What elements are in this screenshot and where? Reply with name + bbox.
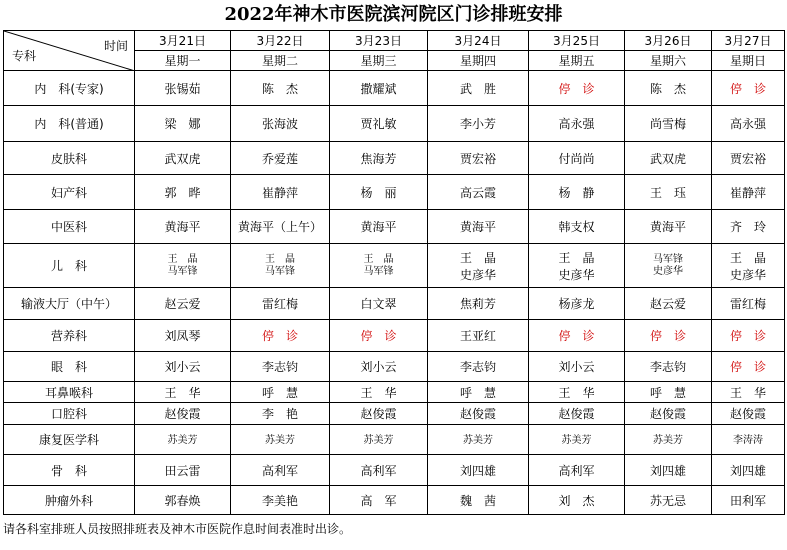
table-row [4, 244, 785, 288]
schedule-cell [625, 288, 712, 320]
schedule-cell [712, 382, 785, 403]
doctor-name: 赵俊霞 [729, 407, 766, 421]
doctor-name: 乔爱莲 [261, 151, 298, 166]
department-cell: 皮肤科 [4, 142, 135, 175]
schedule-cell [231, 486, 330, 515]
table-row [4, 382, 785, 403]
schedule-cell [330, 244, 428, 288]
date-header-cell: 3月21日 [135, 31, 231, 51]
doctor-name: 高利军 [261, 463, 298, 478]
schedule-cell [625, 142, 712, 175]
table-row [4, 210, 785, 244]
doctor-name: 陈 杰 [261, 81, 298, 96]
doctor-name: 齐 玲 [729, 220, 766, 234]
table-row [4, 288, 785, 320]
doctor-name: 王 华 [558, 385, 595, 400]
doctor-name: 王 晶 [167, 253, 198, 265]
schedule-cell [330, 210, 428, 244]
doctor-name: 王 华 [729, 385, 766, 400]
closed-status: 停 诊 [729, 360, 766, 374]
table-row [4, 403, 785, 425]
table-row [4, 175, 785, 210]
schedule-cell [330, 403, 428, 425]
doctor-name: 赵俊霞 [558, 407, 595, 421]
weekday-header-cell: 星期四 [428, 51, 529, 71]
date-header-cell: 3月27日 [712, 31, 785, 51]
department-cell: 输液大厅（中午） [4, 288, 135, 320]
weekday-header-cell: 星期二 [231, 51, 330, 71]
schedule-cell [529, 320, 625, 352]
schedule-cell [529, 244, 625, 288]
schedule-cell [231, 425, 330, 455]
doctor-name: 苏美芳 [363, 435, 394, 446]
doctor-name: 王 晶 [363, 253, 394, 265]
closed-status: 停 诊 [558, 81, 595, 96]
schedule-cell [428, 288, 529, 320]
schedule-cell [231, 320, 330, 352]
schedule-cell [330, 106, 428, 142]
schedule-cell [428, 382, 529, 403]
schedule-cell [330, 455, 428, 486]
doctor-name: 刘凤琴 [164, 329, 201, 343]
department-cell: 肿瘤外科 [4, 486, 135, 515]
table-row [4, 455, 785, 486]
department-cell: 口腔科 [4, 403, 135, 425]
date-header-cell: 3月22日 [231, 31, 330, 51]
table-row [4, 320, 785, 352]
doctor-name: 高云霞 [459, 185, 496, 200]
schedule-cell [529, 142, 625, 175]
date-header-cell: 3月25日 [529, 31, 625, 51]
doctor-name: 苏无忌 [649, 493, 686, 508]
schedule-cell [712, 403, 785, 425]
doctor-name: 田云雷 [164, 463, 201, 478]
schedule-cell [625, 210, 712, 244]
doctor-name: 武双虎 [649, 151, 686, 166]
department-cell: 耳鼻喉科 [4, 382, 135, 403]
schedule-cell [625, 486, 712, 515]
doctor-name: 崔静萍 [261, 185, 298, 200]
schedule-cell [330, 425, 428, 455]
doctor-name: 张海波 [261, 117, 298, 131]
doctor-name: 杨彦龙 [558, 297, 595, 311]
schedule-cell [625, 320, 712, 352]
department-cell: 营养科 [4, 320, 135, 352]
doctor-name: 高永强 [558, 117, 595, 131]
table-row [4, 425, 785, 455]
schedule-cell [135, 244, 231, 288]
doctor-name-secondary: 史彦华 [459, 267, 496, 282]
doctor-name: 王亚红 [459, 329, 496, 343]
schedule-cell [135, 455, 231, 486]
doctor-name: 刘小云 [558, 360, 595, 374]
schedule-cell [231, 244, 330, 288]
schedule-cell [529, 210, 625, 244]
department-cell: 骨 科 [4, 455, 135, 486]
schedule-cell [428, 106, 529, 142]
department-cell: 康复医学科 [4, 425, 135, 455]
schedule-cell [712, 106, 785, 142]
doctor-name-secondary: 马军锋 [363, 265, 394, 277]
doctor-name-secondary: 马军锋 [265, 265, 295, 277]
doctor-name: 尚雪梅 [649, 117, 686, 131]
doctor-name: 苏美芳 [463, 435, 493, 446]
doctor-name: 刘四雄 [729, 463, 766, 478]
schedule-cell [428, 403, 529, 425]
schedule-cell [428, 320, 529, 352]
schedule-cell [231, 106, 330, 142]
doctor-name: 李 艳 [261, 407, 298, 421]
doctor-name: 李志钧 [649, 360, 686, 374]
table-row [4, 106, 785, 142]
closed-status: 停 诊 [558, 329, 595, 343]
schedule-cell [330, 486, 428, 515]
schedule-cell [135, 382, 231, 403]
schedule-cell [231, 288, 330, 320]
schedule-cell [712, 210, 785, 244]
schedule-cell [428, 486, 529, 515]
schedule-cell [428, 425, 529, 455]
doctor-name: 焦海芳 [360, 151, 397, 166]
schedule-cell [428, 455, 529, 486]
doctor-name: 黄海平 [164, 220, 201, 234]
doctor-name: 王 珏 [649, 185, 686, 200]
doctor-name: 高利军 [360, 463, 397, 478]
doctor-name: 苏美芳 [653, 435, 683, 446]
doctor-name: 张锡茹 [164, 81, 201, 96]
doctor-name: 梁 娜 [164, 117, 201, 131]
schedule-cell [135, 352, 231, 382]
schedule-cell [135, 320, 231, 352]
schedule-cell [529, 486, 625, 515]
doctor-name-secondary: 史彦华 [653, 265, 683, 277]
schedule-cell [625, 106, 712, 142]
table-row [4, 142, 785, 175]
dept-label: 专科 [12, 49, 37, 63]
header-date-row [4, 31, 785, 51]
doctor-name: 李小芳 [459, 117, 496, 131]
schedule-table [3, 30, 785, 515]
schedule-cell [231, 175, 330, 210]
doctor-name: 贾礼敏 [360, 117, 397, 131]
doctor-name: 黄海平 [649, 220, 686, 234]
date-header-cell: 3月26日 [625, 31, 712, 51]
time-label: 时间 [103, 39, 128, 53]
doctor-name: 黄海平（上午） [237, 220, 322, 234]
weekday-header-cell: 星期日 [712, 51, 785, 71]
doctor-name: 王 晶 [265, 253, 295, 265]
doctor-name: 刘小云 [164, 360, 201, 374]
schedule-cell [231, 403, 330, 425]
doctor-name: 白文翠 [360, 297, 397, 311]
schedule-cell [712, 288, 785, 320]
schedule-cell [135, 142, 231, 175]
doctor-name: 焦莉芳 [459, 297, 496, 311]
schedule-cell [712, 455, 785, 486]
doctor-name: 李志钧 [261, 360, 298, 374]
table-row [4, 71, 785, 106]
doctor-name: 王 晶 [459, 250, 496, 265]
doctor-name: 赵云爱 [649, 297, 686, 311]
schedule-cell [529, 425, 625, 455]
schedule-cell [231, 455, 330, 486]
schedule-cell [625, 403, 712, 425]
schedule-cell [231, 210, 330, 244]
schedule-cell [712, 244, 785, 288]
schedule-cell [231, 382, 330, 403]
doctor-name-secondary: 史彦华 [558, 267, 595, 282]
doctor-name: 陈 杰 [649, 81, 686, 96]
schedule-cell [231, 142, 330, 175]
doctor-name: 王 华 [164, 385, 201, 400]
schedule-cell [625, 382, 712, 403]
weekday-header-cell: 星期六 [625, 51, 712, 71]
doctor-name: 赵俊霞 [649, 407, 686, 421]
doctor-name: 刘小云 [360, 360, 397, 374]
doctor-name: 贾宏裕 [459, 151, 496, 166]
schedule-cell [231, 71, 330, 106]
doctor-name: 苏美芳 [167, 435, 198, 446]
doctor-name: 王 华 [360, 385, 397, 400]
doctor-name: 赵俊霞 [459, 407, 496, 421]
closed-status: 停 诊 [360, 329, 397, 343]
doctor-name: 崔静萍 [729, 185, 766, 200]
schedule-cell [135, 175, 231, 210]
schedule-cell [625, 455, 712, 486]
doctor-name: 雷红梅 [729, 297, 766, 311]
closed-status: 停 诊 [261, 329, 298, 343]
doctor-name: 高 军 [360, 493, 397, 508]
schedule-cell [712, 142, 785, 175]
doctor-name: 赵俊霞 [164, 407, 201, 421]
closed-status: 停 诊 [729, 329, 766, 343]
doctor-name: 刘 杰 [558, 493, 595, 508]
closed-status: 停 诊 [649, 329, 686, 343]
doctor-name: 苏美芳 [561, 435, 592, 446]
schedule-cell [625, 71, 712, 106]
doctor-name: 田利军 [729, 493, 766, 508]
schedule-cell [135, 288, 231, 320]
weekday-header-cell: 星期一 [135, 51, 231, 71]
doctor-name: 高利军 [558, 463, 595, 478]
schedule-cell [428, 210, 529, 244]
doctor-name: 王 晶 [558, 250, 595, 265]
schedule-cell [428, 352, 529, 382]
schedule-cell [529, 455, 625, 486]
doctor-name: 武双虎 [164, 151, 201, 166]
schedule-cell [135, 71, 231, 106]
schedule-cell [330, 288, 428, 320]
department-cell: 儿 科 [4, 244, 135, 288]
schedule-cell [712, 71, 785, 106]
doctor-name: 魏 茜 [459, 493, 496, 508]
schedule-cell [330, 320, 428, 352]
schedule-cell [330, 71, 428, 106]
doctor-name: 韩支权 [558, 220, 595, 234]
doctor-name: 刘四雄 [459, 463, 496, 478]
schedule-cell [428, 244, 529, 288]
schedule-cell [231, 352, 330, 382]
schedule-cell [625, 244, 712, 288]
doctor-name: 高永强 [729, 117, 766, 131]
schedule-cell [529, 175, 625, 210]
footer-note: 请各科室排班人员按照排班表及神木市医院作息时间表准时出诊。 [3, 522, 352, 536]
doctor-name: 黄海平 [360, 220, 397, 234]
table-row [4, 486, 785, 515]
department-cell: 中医科 [4, 210, 135, 244]
doctor-name: 李美艳 [261, 493, 298, 508]
doctor-name: 李涛涛 [733, 435, 763, 446]
schedule-cell [712, 352, 785, 382]
date-header-cell: 3月23日 [330, 31, 428, 51]
schedule-cell [529, 382, 625, 403]
closed-status: 停 诊 [729, 81, 766, 96]
doctor-name: 马军锋 [653, 253, 683, 265]
department-cell: 眼 科 [4, 352, 135, 382]
schedule-cell [330, 352, 428, 382]
doctor-name: 呼 慧 [649, 385, 686, 400]
schedule-cell [712, 425, 785, 455]
doctor-name: 李志钧 [459, 360, 496, 374]
doctor-name: 付尚尚 [558, 151, 595, 166]
doctor-name: 刘四雄 [649, 463, 686, 478]
doctor-name: 郭 晔 [164, 185, 201, 200]
corner-header-cell [4, 31, 135, 71]
schedule-cell [529, 403, 625, 425]
doctor-name: 杨 静 [558, 185, 595, 200]
department-cell: 内 科(普通) [4, 106, 135, 142]
schedule-cell [135, 403, 231, 425]
doctor-name: 呼 慧 [261, 385, 298, 400]
schedule-cell [712, 175, 785, 210]
doctor-name: 撒耀斌 [360, 81, 397, 96]
schedule-cell [529, 288, 625, 320]
doctor-name: 王 晶 [729, 250, 766, 265]
doctor-name: 郭春焕 [164, 493, 201, 508]
schedule-cell [135, 425, 231, 455]
table-row [4, 352, 785, 382]
date-header-cell: 3月24日 [428, 31, 529, 51]
doctor-name: 贾宏裕 [729, 151, 766, 166]
page-title: 2022年神木市医院滨河院区门诊排班安排 [224, 4, 563, 25]
schedule-cell [135, 106, 231, 142]
doctor-name: 武 胜 [459, 81, 496, 96]
schedule-cell [529, 352, 625, 382]
schedule-cell [625, 352, 712, 382]
schedule-cell [330, 382, 428, 403]
schedule-cell [428, 71, 529, 106]
department-cell: 妇产科 [4, 175, 135, 210]
schedule-cell [529, 71, 625, 106]
schedule-cell [428, 175, 529, 210]
schedule-cell [529, 106, 625, 142]
schedule-cell [625, 175, 712, 210]
doctor-name: 赵云爱 [164, 297, 201, 311]
doctor-name: 赵俊霞 [360, 407, 397, 421]
weekday-header-cell: 星期三 [330, 51, 428, 71]
schedule-cell [135, 486, 231, 515]
department-cell: 内 科(专家) [4, 71, 135, 106]
schedule-cell [330, 175, 428, 210]
schedule-cell [712, 320, 785, 352]
doctor-name: 雷红梅 [261, 297, 298, 311]
schedule-cell [330, 142, 428, 175]
schedule-cell [135, 210, 231, 244]
doctor-name: 苏美芳 [265, 435, 295, 446]
doctor-name: 黄海平 [459, 220, 496, 234]
schedule-cell [625, 425, 712, 455]
doctor-name-secondary: 马军锋 [167, 265, 198, 277]
doctor-name-secondary: 史彦华 [729, 267, 766, 282]
doctor-name: 杨 丽 [360, 185, 397, 200]
weekday-header-cell: 星期五 [529, 51, 625, 71]
doctor-name: 呼 慧 [459, 385, 496, 400]
schedule-cell [428, 142, 529, 175]
schedule-cell [712, 486, 785, 515]
